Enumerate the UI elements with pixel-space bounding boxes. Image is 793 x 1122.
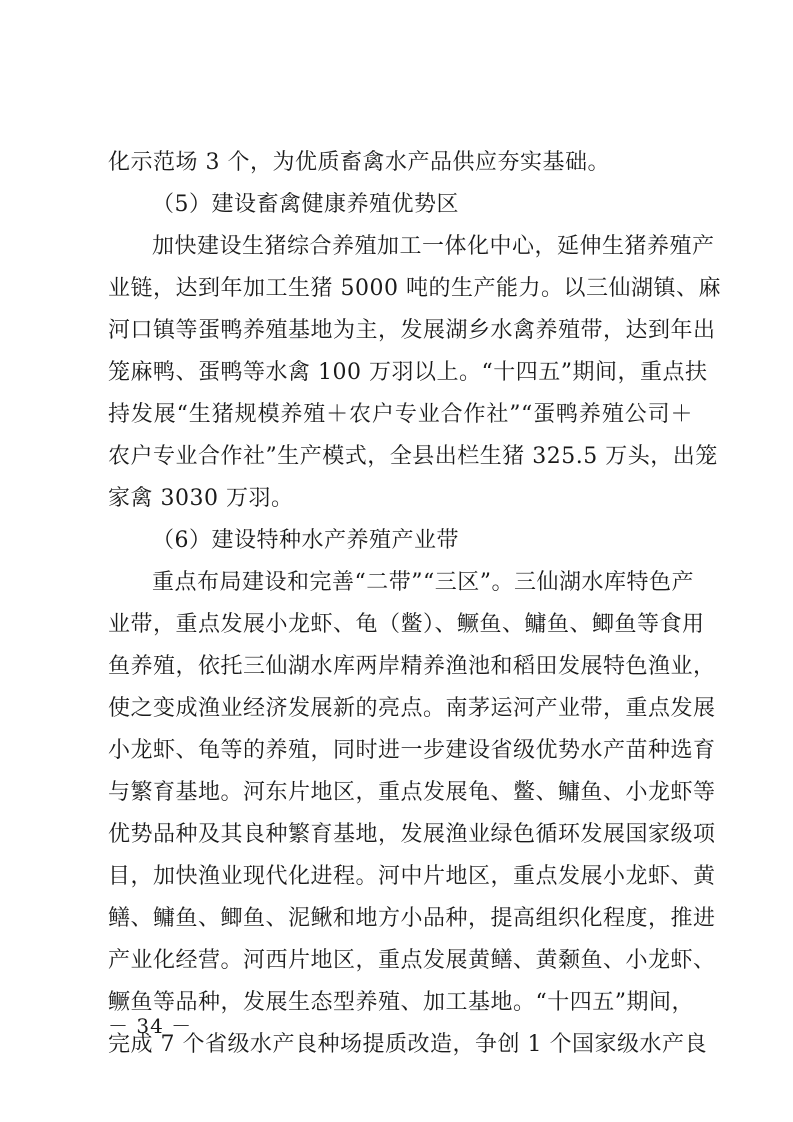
text-line: 鳝、鳙鱼、鲫鱼、泥鳅和地方小品种，提高组织化程度，推进 [108, 906, 716, 931]
text-line: 笼麻鸭、蛋鸭等水禽 100 万羽以上。“十四五”期间，重点扶 [108, 360, 708, 385]
body-text [108, 142, 721, 1066]
text-line: 优势品种及其良种繁育基地，发展渔业绿色循环发展国家级项 [108, 822, 716, 847]
text-line: 化示范场 3 个，为优质畜禽水产品供应夯实基础。 [108, 150, 610, 175]
text-line: 鱼养殖，依托三仙湖水库两岸精养渔池和稻田发展特色渔业， [108, 654, 716, 679]
text-line: 业带，重点发展小龙虾、龟（鳖）、鳜鱼、鳙鱼、鲫鱼等食用 [108, 612, 705, 637]
text-line: 持发展“生猪规模养殖＋农户专业合作社”“蛋鸭养殖公司＋ [108, 402, 693, 427]
section-heading: （5）建设畜禽健康养殖优势区 [152, 192, 459, 217]
section-heading: （6）建设特种水产养殖产业带 [152, 528, 459, 553]
text-line: 重点布局建设和完善“二带”“三区”。三仙湖水库特色产 [152, 570, 694, 595]
text-line: 农户专业合作社”生产模式，全县出栏生猪 325.5 万头，出笼 [108, 444, 718, 469]
text-line: 小龙虾、龟等的养殖，同时进一步建设省级优势水产苗种选育 [108, 738, 716, 763]
text-line: 产业化经营。河西片地区，重点发展黄鳝、黄颡鱼、小龙虾、 [108, 948, 716, 973]
text-line: 鳜鱼等品种，发展生态型养殖、加工基地。“十四五”期间， [108, 990, 694, 1015]
text-line: 目，加快渔业现代化进程。河中片地区，重点发展小龙虾、黄 [108, 864, 716, 889]
page-number: － 34 － [108, 1014, 193, 1038]
text-line: 河口镇等蛋鸭养殖基地为主，发展湖乡水禽养殖带，达到年出 [108, 318, 716, 343]
text-line: 完成 7 个省级水产良种场提质改造，争创 1 个国家级水产良 [108, 1032, 707, 1057]
text-line: 家禽 3030 万羽。 [108, 486, 294, 511]
text-line: 业链，达到年加工生猪 5000 吨的生产能力。以三仙湖镇、麻 [108, 276, 721, 301]
text-line: 使之变成渔业经济发展新的亮点。南茅运河产业带，重点发展 [108, 696, 716, 721]
text-line: 与繁育基地。河东片地区，重点发展龟、鳖、鳙鱼、小龙虾等 [108, 780, 716, 805]
text-line: 加快建设生猪综合养殖加工一体化中心，延伸生猪养殖产 [152, 234, 715, 259]
